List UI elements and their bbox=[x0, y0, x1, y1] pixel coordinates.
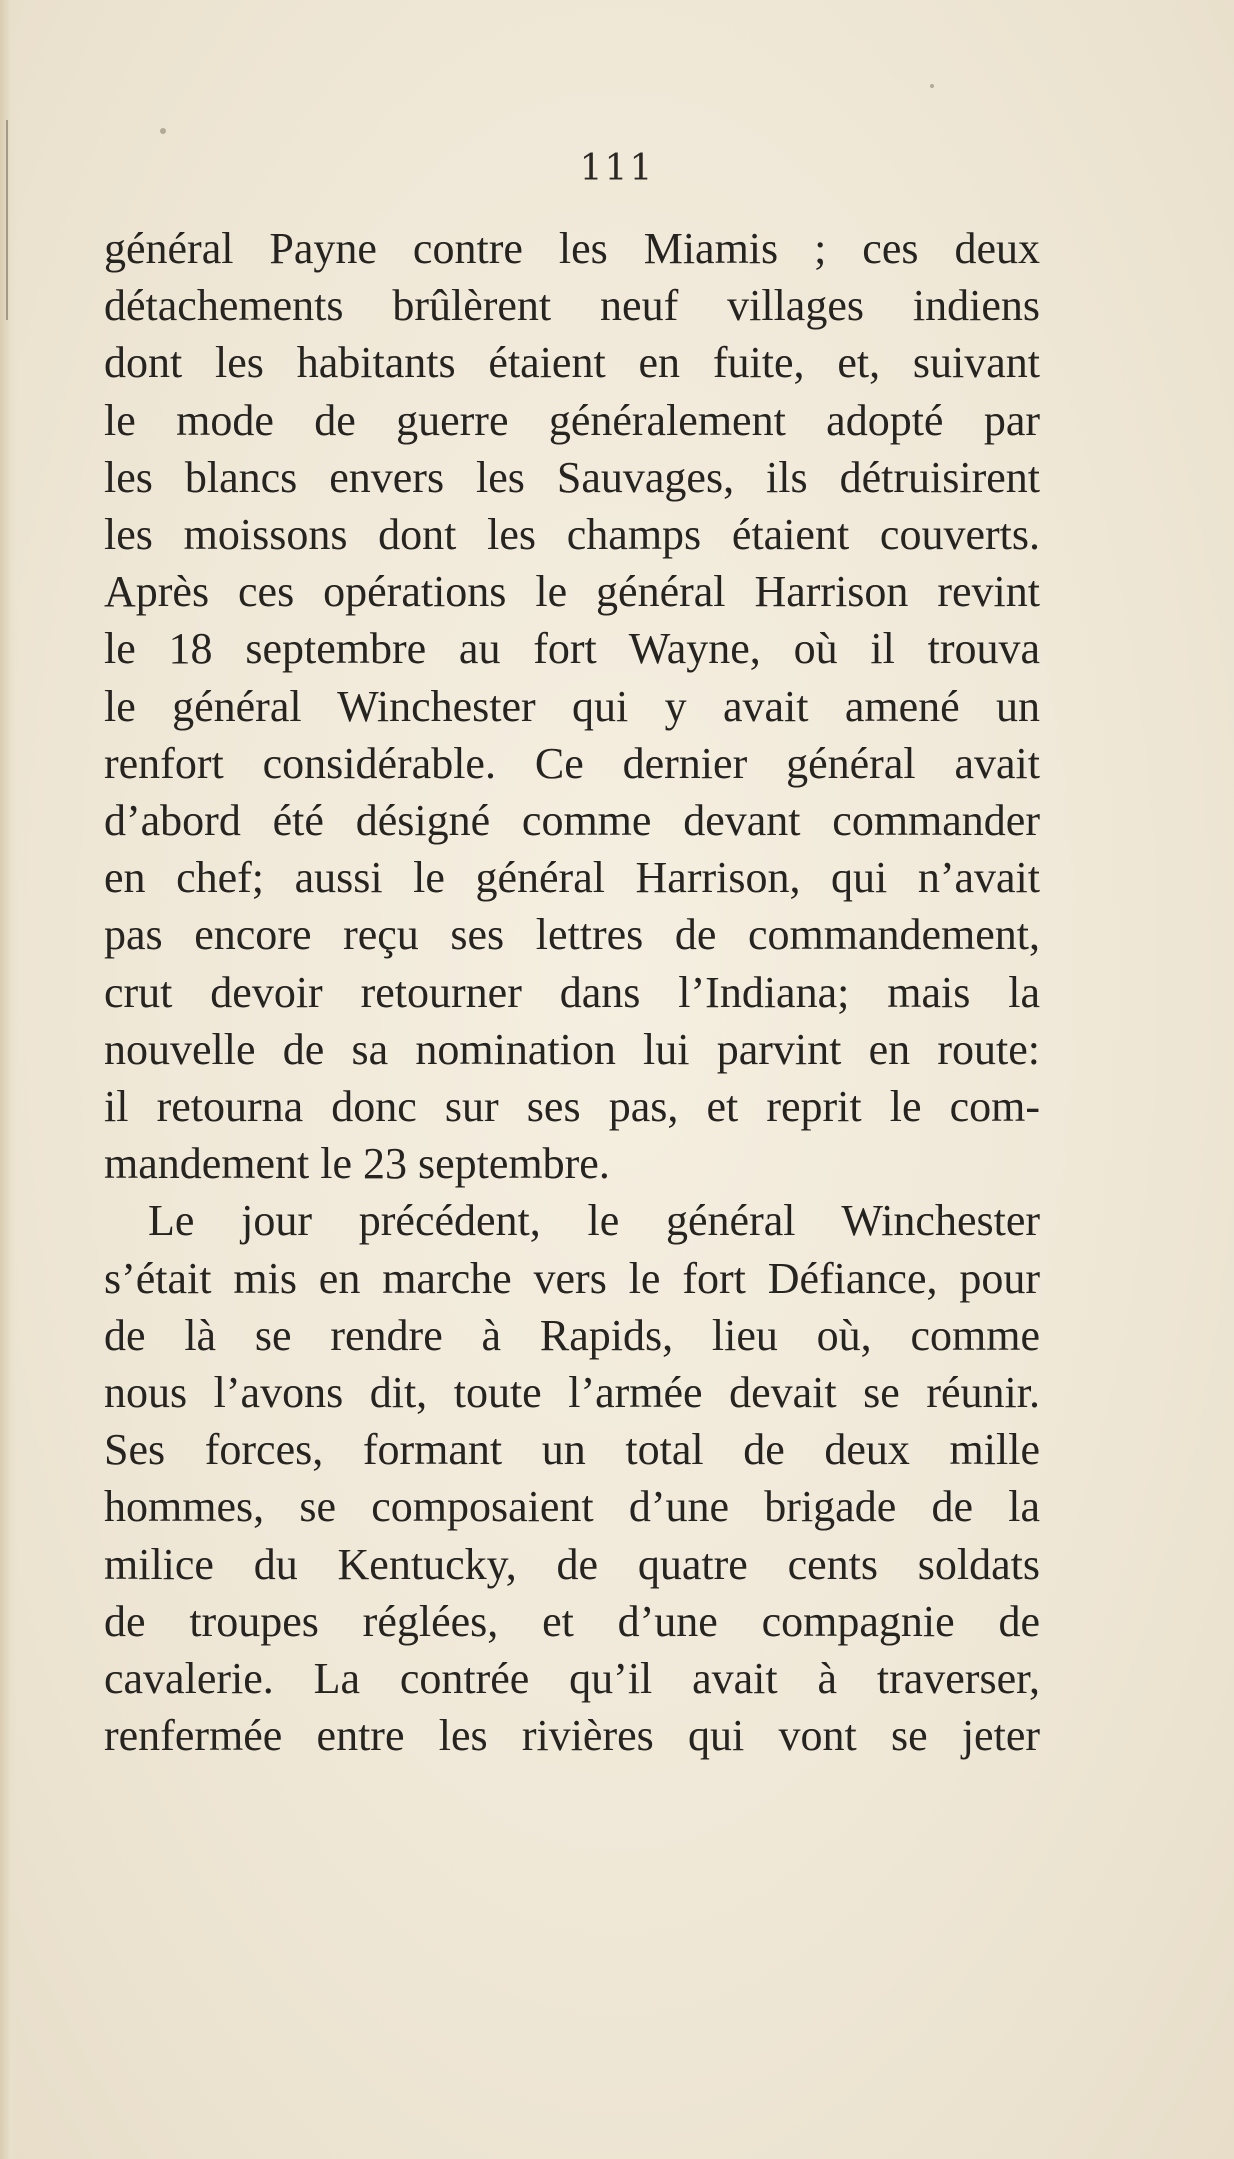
text-line: en chef; aussi le général Harrison, qui n’avait bbox=[104, 853, 1040, 903]
text-line: pas encore reçu ses lettres de commandement, bbox=[104, 910, 1040, 960]
text-line: cavalerie. La contrée qu’il avait à traverser, bbox=[104, 1654, 1040, 1704]
text-line: Après ces opérations le général Harrison revint bbox=[104, 567, 1040, 617]
body-text bbox=[104, 220, 1040, 1764]
text-line: d’abord été désigné comme devant commander bbox=[104, 796, 1040, 846]
text-line: le général Winchester qui y avait amené un bbox=[104, 681, 1040, 731]
text-line: les moissons dont les champs étaient couverts. bbox=[104, 510, 1040, 560]
text-line: détachements brûlèrent neuf villages indiens bbox=[104, 281, 1040, 331]
text-line: Le jour précédent, le général Winchester bbox=[148, 1196, 1040, 1246]
text-line: le 18 septembre au fort Wayne, où il trouva bbox=[104, 624, 1040, 674]
paper-speck bbox=[160, 128, 166, 134]
text-line: Ses forces, formant un total de deux mille bbox=[104, 1425, 1040, 1475]
text-line: renfort considérable. Ce dernier général avait bbox=[104, 738, 1040, 788]
text-line: général Payne contre les Miamis ; ces deux bbox=[104, 224, 1040, 273]
binding-edge bbox=[0, 0, 18, 2159]
text-line: de troupes réglées, et d’une compagnie de bbox=[104, 1596, 1040, 1646]
text-line: les blancs envers les Sauvages, ils détruisirent bbox=[104, 452, 1040, 502]
text-line: mandement le 23 septembre. bbox=[104, 1139, 610, 1189]
text-line: crut devoir retourner dans l’Indiana; mais la bbox=[104, 967, 1040, 1017]
text-line: dont les habitants étaient en fuite, et, suivant bbox=[104, 338, 1040, 388]
text-line: il retourna donc sur ses pas, et reprit le com- bbox=[104, 1082, 1040, 1132]
text-line: milice du Kentucky, de quatre cents soldats bbox=[104, 1539, 1040, 1589]
text-line: nous l’avons dit, toute l’armée devait se réunir. bbox=[104, 1368, 1040, 1418]
text-line: renfermée entre les rivières qui vont se jeter bbox=[104, 1711, 1040, 1761]
text-line: le mode de guerre généralement adopté par bbox=[104, 395, 1040, 445]
text-line: s’était mis en marche vers le fort Défiance, pour bbox=[104, 1253, 1040, 1303]
text-line: hommes, se composaient d’une brigade de la bbox=[104, 1482, 1040, 1532]
text-line: de là se rendre à Rapids, lieu où, comme bbox=[104, 1310, 1040, 1360]
text-line: nouvelle de sa nomination lui parvint en route: bbox=[104, 1024, 1040, 1074]
paper-speck bbox=[930, 84, 934, 88]
page-number: 111 bbox=[579, 148, 655, 189]
